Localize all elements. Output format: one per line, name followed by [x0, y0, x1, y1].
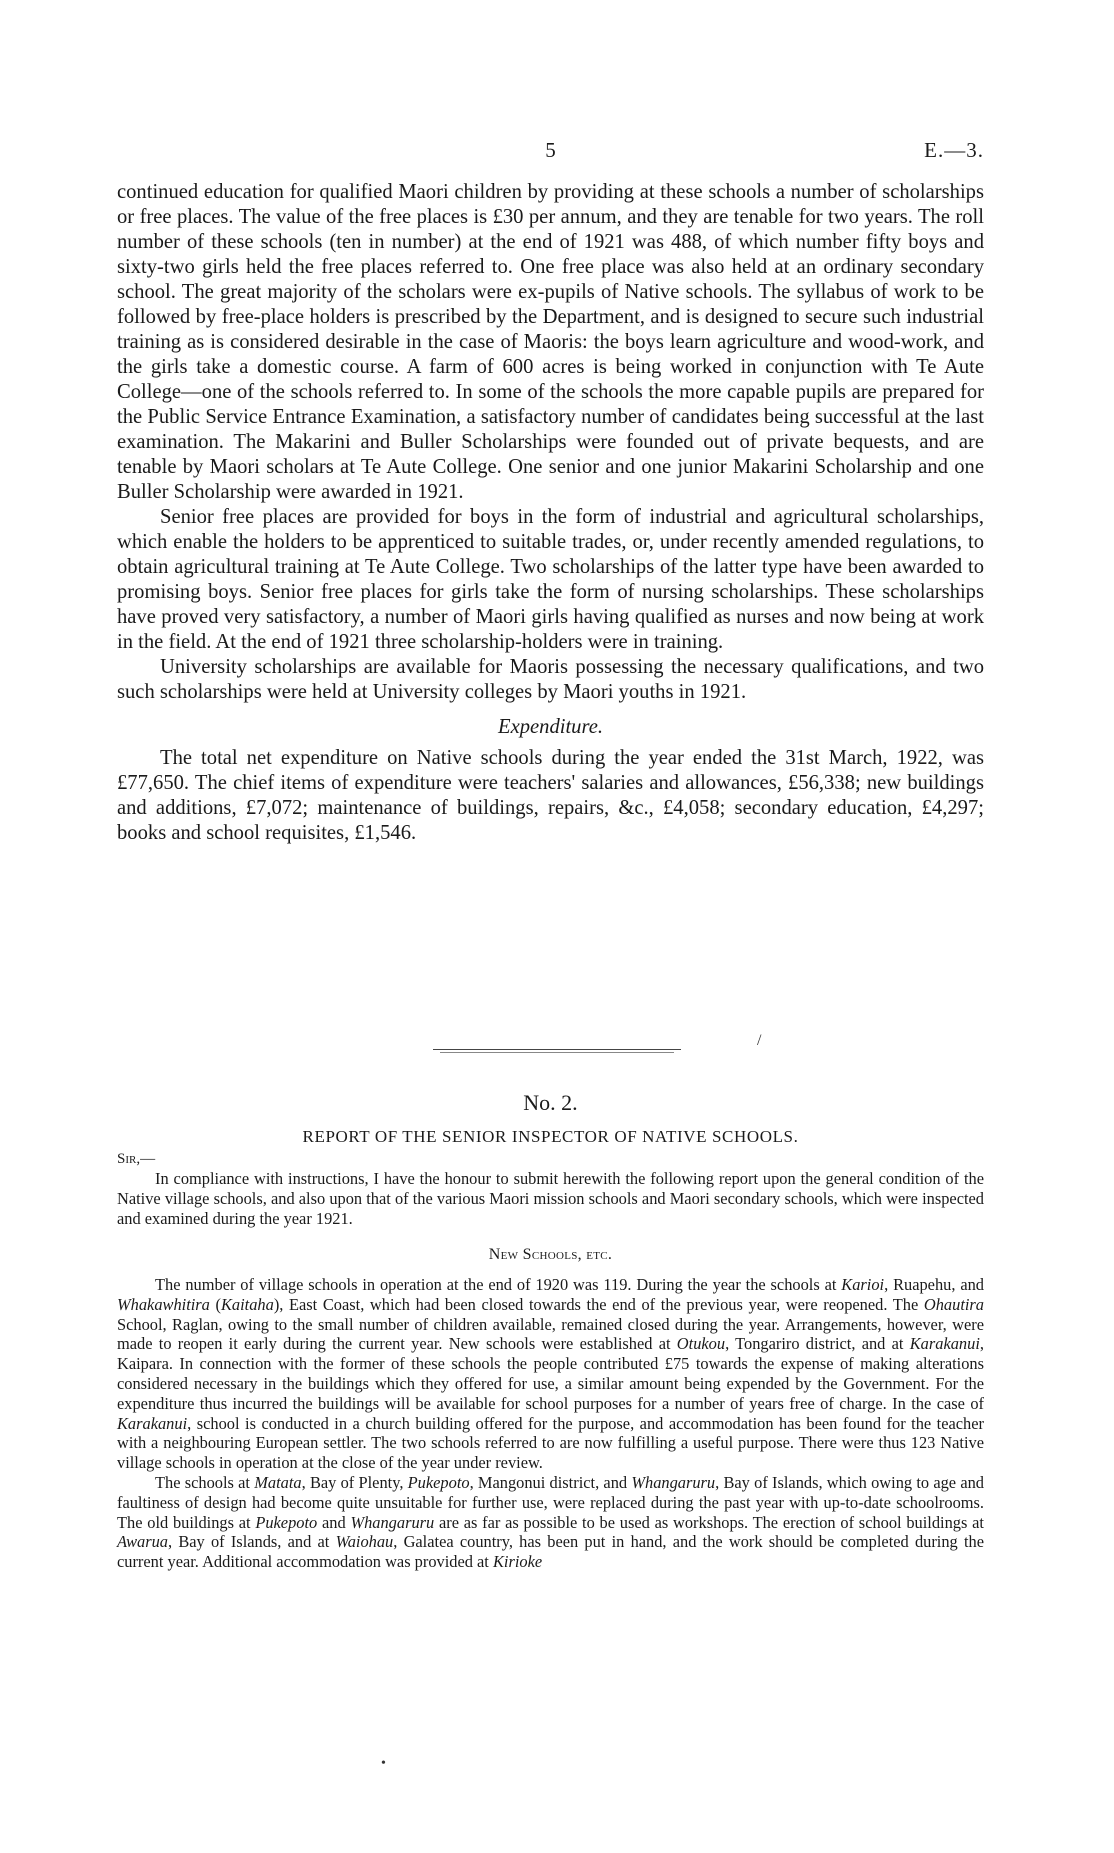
page-number: 5 [545, 138, 556, 162]
paragraph-village-schools: The number of village schools in operation at the end of 1920 was 119. During the year the schools at Karioi, Ruapehu, and Whakawhitira (Kaitaha), East Coast, which had been closed towards the end of the previous year, were reopened. The Ohautira School, Raglan, owing to the small number of children available, remained closed during the year. Arrangements, however, were made to reopen it early during the current year. New schools were established at Otukou, Tongariro district, and at Karakanui, Kaipara. In connection with the former of these schools the people contributed £75 towards the expense of making alterations considered necessary in the buildings which they offered for use, a similar amount being expended by the Government. For the expenditure thus incurred the buildings will be available for school purposes for a number of years free of charge. In the case of Karakanui, school is conducted in a church building offered for the purpose, and accommodation has been found for the teacher with a neighbouring European settler. The two schools referred to are now fulfilling a useful purpose. There were thus 123 Native village schools in operation at the close of the year under review. [117, 1275, 984, 1473]
paragraph-intro: In compliance with instructions, I have the honour to submit herewith the following report upon the general condition of the Native village schools, and also upon that of the various Maori mission schools and Maori secondary schools, which were inspected and examined during the year 1921. [117, 1169, 984, 1228]
paragraph-senior-free-places: Senior free places are provided for boys in the form of industrial and agricultural scholarships, which enable the holders to be apprenticed to suitable trades, or, under recently amended regulations, to obtain agricultural training at Te Aute College. Two scholarships of the latter type have been awarded to promising boys. Senior free places for girls take the form of nursing scholarships. These scholarships have proved very satisfactory, a number of Maori girls having qualified as nurses and now being at work in the field. At the end of 1921 three scholarship-holders were in training. [117, 506, 984, 653]
continuation-text [117, 180, 984, 846]
report-title: REPORT OF THE SENIOR INSPECTOR OF NATIVE SCHOOLS. [302, 1127, 799, 1146]
stray-mark: / [757, 1032, 762, 1049]
salutation: Sir,— [117, 1151, 156, 1167]
paragraph-scholarships: continued education for qualified Maori children by providing at these schools a number of scholarships or free places. The value of the free places is £30 per annum, and they are tenable for two years. The roll number of these schools (ten in number) at the end of 1921 was 488, of which number fifty boys and sixty-two girls held the free places referred to. One free place was also held at an ordinary secondary school. The great majority of the scholars were ex-pupils of Native schools. The syllabus of work to be followed by free-place holders is prescribed by the Department, and is designed to secure such industrial training as is considered desirable in the case of Maoris: the boys learn agriculture and wood-work, and the girls take a domestic course. A farm of 600 acres is being worked in conjunction with Te Aute College—one of the schools referred to. In some of the schools the more capable pupils are prepared for the Public Service Entrance Examination, a satisfactory number of candidates being successful at the last examination. The Makarini and Buller Scholarships were founded out of private bequests, and are tenable by Maori scholars at Te Aute College. One senior and one junior Makarini Scholarship and one Buller Scholarship were awarded in 1921. [117, 181, 984, 503]
expenditure-heading: Expenditure. [497, 716, 604, 738]
section-divider [433, 1049, 681, 1050]
paragraph-expenditure: The total net expenditure on Native schools during the year ended the 31st March, 1922, was £77,650. The chief items of expenditure were teachers' salaries and allowances, £56,338; new buildings and additions, £7,072; maintenance of buildings, repairs, &c., £4,058; secondary education, £4,297; books and school requisites, £1,546. [117, 747, 984, 844]
page-header [117, 138, 984, 168]
stray-dot: • [381, 1756, 386, 1771]
new-schools-heading: New Schools, etc. [488, 1246, 613, 1263]
paragraph-replaced-schools: The schools at Matata, Bay of Plenty, Pukepoto, Mangonui district, and Whangaruru, Bay of Islands, which owing to age and faultiness of design had become quite unsuitable for further use, were replaced during the past year with up-to-date schoolrooms. The old buildings at Pukepoto and Whangaruru are as far as possible to be used as workshops. The erection of school buildings at Awarua, Bay of Islands, and at Waiohau, Galatea country, has been put in hand, and the work should be completed during the current year. Additional accommodation was provided at Kirioke [117, 1472, 984, 1572]
report-intro [117, 1169, 984, 1228]
section-divider-shadow [440, 1052, 674, 1053]
report-number: No. 2. [523, 1090, 578, 1115]
new-schools-text [117, 1275, 984, 1572]
paragraph-university-scholarships: University scholarships are available for Maoris possessing the necessary qualifications, and two such scholarships were held at University colleges by Maori youths in 1921. [117, 656, 984, 703]
document-code: E.—3. [924, 138, 984, 162]
